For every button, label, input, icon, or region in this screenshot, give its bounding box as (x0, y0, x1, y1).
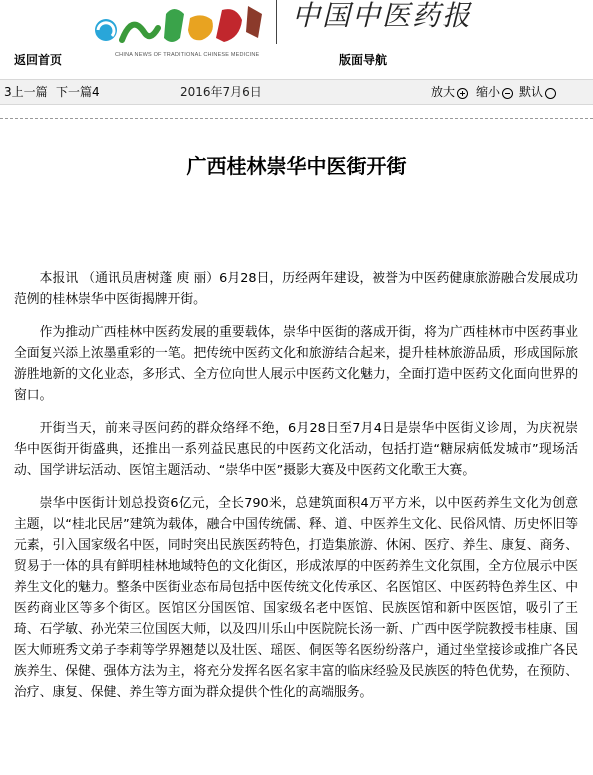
zoom-out-label: 缩小 (476, 85, 501, 99)
default-size-label: 默认 (519, 85, 544, 99)
article-body (14, 268, 578, 715)
masthead-divider (276, 0, 277, 44)
article-paragraph: 本报讯 （通讯员唐树蓬 庾 丽）6月28日，历经两年建设，被誉为中医药健康旅游融合发展成功范例的桂林崇华中医街揭牌开街。 (14, 271, 578, 307)
masthead (0, 0, 593, 70)
zoom-out-button[interactable] (476, 80, 513, 104)
article-toolbar (0, 79, 593, 105)
zoom-in-button[interactable] (431, 80, 468, 104)
issue-date: 2016年7月6日 (180, 85, 262, 99)
zoom-out-icon (502, 88, 513, 99)
zoom-in-label: 放大 (431, 85, 456, 99)
article-paragraph: 作为推动广西桂林中医药发展的重要载体，崇华中医街的落成开街，将为广西桂林市中医药事业全面复兴添上浓墨重彩的一笔。把传统中医药文化和旅游结合起来，提升桂林旅游品质，形成国际旅游胜地新的文化业态，多形式、全方位向世人展示中医药文化魅力，全面打造中医药文化面向世界的窗口。 (14, 325, 578, 403)
zoom-in-icon (457, 88, 468, 99)
previous-article-link[interactable]: 3上一篇 (4, 85, 48, 99)
article-paragraph: 崇华中医街计划总投资6亿元，全长790米，总建筑面积4万平方米，以中医药养生文化为创意主题，以“桂北民居”建筑为载体，融合中国传统儒、释、道、中医养生文化、民俗风情、历史怀旧等元素，引入国家级名中医，同时突出民族医药特色，打造集旅游、休闲、医疗、养生、康复、商务、贸易于一体的具有鲜明桂林地域特色的文化街区，形成浓厚的中医药养生文化氛围，全方位展示中医养生文化的魅力。整条中医街业态布局包括中医传统文化传承区、名医馆区、中医药特色养生区、中医药商业区等多个街区。医馆区分国医馆、国家级名老中医馆、民族医馆和新中医医馆，吸引了王琦、石学敏、孙光荣三位国医大师，以及四川乐山中医院院长汤一新、广西中医学院教授韦桂康、国医大师班秀文弟子李莉等学界翘楚以及壮医、瑶医、侗医等名医纷纷落户，通过坐堂接诊或推广各民族养生、保健、强体方法为主，将充分发挥名医名家丰富的临床经验及民族医的特色优势，在预防、治疗、康复、保健、养生等方面为群众提供个性化的高端服务。 (14, 496, 578, 700)
page-navigation-link[interactable]: 版面导航 (339, 53, 388, 67)
next-article-link[interactable]: 下一篇4 (56, 85, 100, 99)
back-home-link[interactable]: 返回首页 (14, 53, 63, 67)
default-size-icon (545, 88, 556, 99)
logo-subtitle: CHINA NEWS OF TRADITIONAL CHINESE MEDICINE (115, 52, 260, 58)
article-title: 广西桂林崇华中医街开街 (186, 154, 407, 178)
section-divider (0, 118, 593, 119)
newspaper-name: 中国中医药报 (292, 0, 473, 32)
default-size-button[interactable] (519, 80, 556, 104)
article-paragraph: 开街当天，前来寻医问药的群众络绎不绝，6月28日至7月4日是崇华中医街义诊周，为庆祝崇华中医街开街盛典，还推出一系列益民惠民的中医药文化活动，包括打造“糖尿病低发城市”现场活动、国学讲坛活动、医馆主题活动、“崇华中医”摄影大赛及中医药文化歌王大赛。 (14, 421, 578, 478)
newspaper-logo (92, 0, 272, 52)
